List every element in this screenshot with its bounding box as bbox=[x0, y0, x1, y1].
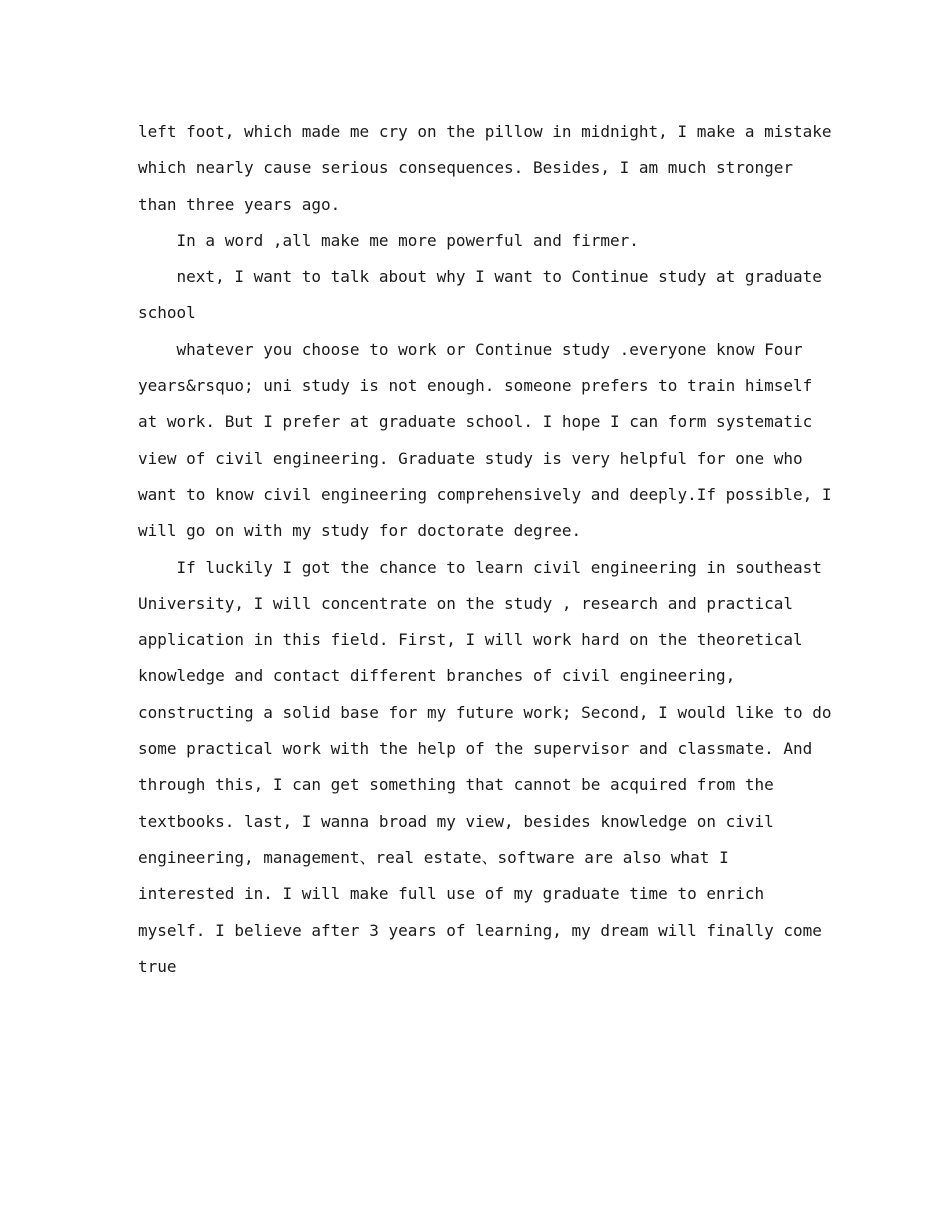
text-line: want to know civil engineering comprehensively and deeply.If possible, I bbox=[138, 484, 832, 504]
text-line: University, I will concentrate on the study , research and practical bbox=[138, 593, 794, 613]
text-line: In a word ,all make me more powerful and firmer. bbox=[138, 230, 639, 250]
text-line: will go on with my study for doctorate degree. bbox=[138, 521, 582, 541]
text-line: than three years ago. bbox=[138, 194, 341, 214]
text-line: which nearly cause serious consequences. Besides, I am much stronger bbox=[138, 158, 794, 178]
text-line: true bbox=[138, 956, 177, 976]
text-line: school bbox=[138, 303, 196, 323]
text-line: textbooks. last, I wanna broad my view, besides knowledge on civil bbox=[138, 811, 774, 831]
text-line: at work. But I prefer at graduate school. I hope I can form systematic bbox=[138, 412, 813, 432]
text-line: years&rsquo; uni study is not enough. someone prefers to train himself bbox=[138, 376, 813, 396]
text-line: myself. I believe after 3 years of learning, my dream will finally come bbox=[138, 920, 822, 940]
text-line: left foot, which made me cry on the pillow in midnight, I make a mistake bbox=[138, 122, 832, 141]
text-line: engineering, management、real estate、software are also what I bbox=[138, 847, 729, 867]
text-line: some practical work with the help of the supervisor and classmate. And bbox=[138, 739, 813, 759]
text-line: knowledge and contact different branches of civil engineering, bbox=[138, 666, 736, 686]
text-line: application in this field. First, I will work hard on the theoretical bbox=[138, 630, 803, 650]
text-line: through this, I can get something that cannot be acquired from the bbox=[138, 775, 774, 795]
document-body bbox=[138, 114, 838, 985]
text-line: view of civil engineering. Graduate study is very helpful for one who bbox=[138, 448, 803, 468]
text-line: whatever you choose to work or Continue study .everyone know Four bbox=[138, 339, 803, 359]
text-line: If luckily I got the chance to learn civil engineering in southeast bbox=[138, 557, 822, 577]
text-line: next, I want to talk about why I want to Continue study at graduate bbox=[138, 267, 822, 287]
text-line: interested in. I will make full use of my graduate time to enrich bbox=[138, 884, 765, 904]
text-line: constructing a solid base for my future work; Second, I would like to do bbox=[138, 702, 832, 722]
